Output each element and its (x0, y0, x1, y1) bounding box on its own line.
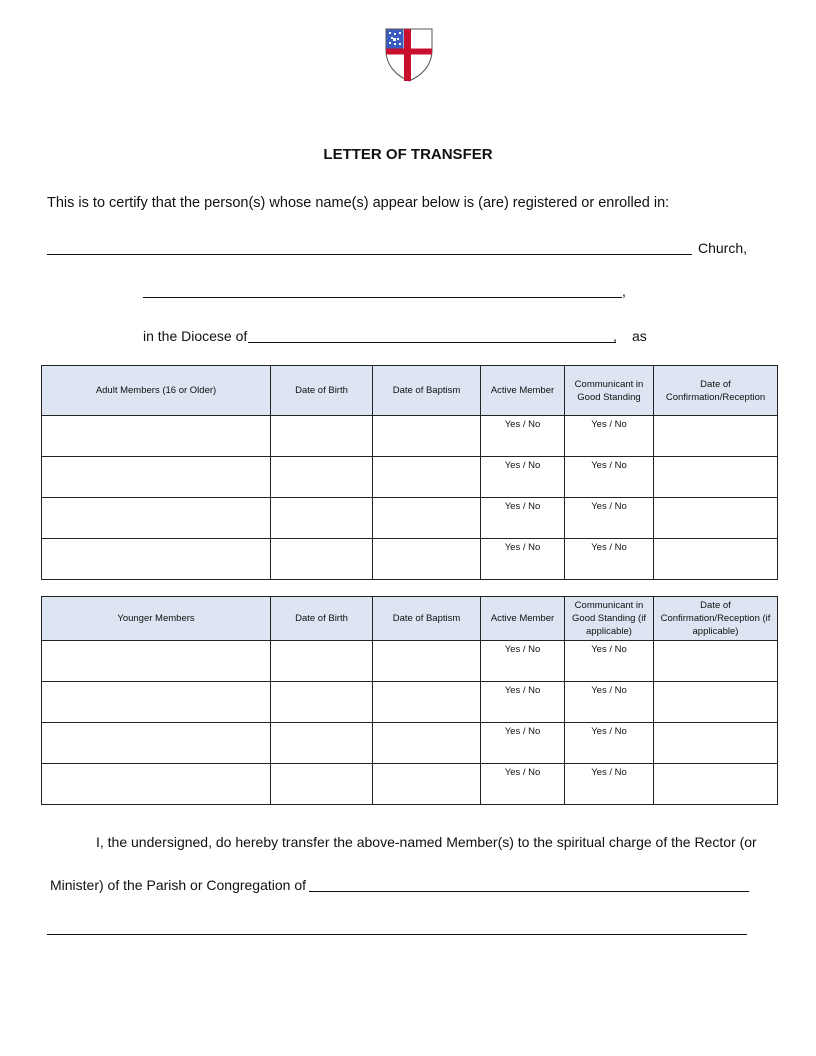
name-cell[interactable] (42, 723, 271, 764)
city-suffix: , (622, 283, 626, 299)
birth-date-cell[interactable] (271, 641, 373, 682)
church-name-field[interactable] (47, 254, 692, 255)
col-header: Date of Baptism (373, 597, 481, 641)
confirmation-date-cell[interactable] (654, 764, 778, 805)
active-member-cell[interactable]: Yes / No (481, 539, 565, 580)
col-header: Adult Members (16 or Older) (42, 366, 271, 416)
parish-continuation-field[interactable] (47, 934, 747, 935)
table-row (42, 723, 778, 764)
baptism-date-cell[interactable] (373, 416, 481, 457)
birth-date-cell[interactable] (271, 416, 373, 457)
birth-date-cell[interactable] (271, 764, 373, 805)
episcopal-shield-icon (385, 28, 433, 82)
confirmation-date-cell[interactable] (654, 539, 778, 580)
active-member-cell[interactable]: Yes / No (481, 457, 565, 498)
communicant-cell[interactable]: Yes / No (565, 723, 654, 764)
active-member-cell[interactable]: Yes / No (481, 498, 565, 539)
baptism-date-cell[interactable] (373, 641, 481, 682)
communicant-cell[interactable]: Yes / No (565, 498, 654, 539)
parish-label: Minister) of the Parish or Congregation of (50, 877, 307, 893)
birth-date-cell[interactable] (271, 457, 373, 498)
col-header: Date of Birth (271, 597, 373, 641)
baptism-date-cell[interactable] (373, 764, 481, 805)
col-header: Younger Members (42, 597, 271, 641)
confirmation-date-cell[interactable] (654, 457, 778, 498)
communicant-cell[interactable]: Yes / No (565, 539, 654, 580)
confirmation-date-cell[interactable] (654, 641, 778, 682)
adult-members-table (41, 365, 778, 580)
table-row (42, 416, 778, 457)
communicant-cell[interactable]: Yes / No (565, 416, 654, 457)
name-cell[interactable] (42, 764, 271, 805)
as-text: as (632, 328, 647, 344)
baptism-date-cell[interactable] (373, 682, 481, 723)
baptism-date-cell[interactable] (373, 723, 481, 764)
col-header: Date of Confirmation/Reception (654, 366, 778, 416)
table-row (42, 539, 778, 580)
name-cell[interactable] (42, 416, 271, 457)
confirmation-date-cell[interactable] (654, 682, 778, 723)
transfer-statement: I, the undersigned, do hereby transfer the above-named Member(s) to the spiritual charge of the Rector (or (96, 834, 757, 850)
col-header: Communicant in Good Standing (if applicable) (565, 597, 654, 641)
active-member-cell[interactable]: Yes / No (481, 764, 565, 805)
table-row (42, 498, 778, 539)
col-header: Date of Birth (271, 366, 373, 416)
church-suffix: Church, (698, 240, 748, 256)
active-member-cell[interactable]: Yes / No (481, 682, 565, 723)
communicant-cell[interactable]: Yes / No (565, 641, 654, 682)
active-member-cell[interactable]: Yes / No (481, 723, 565, 764)
communicant-cell[interactable]: Yes / No (565, 764, 654, 805)
table-row (42, 641, 778, 682)
birth-date-cell[interactable] (271, 539, 373, 580)
table-row (42, 457, 778, 498)
diocese-field[interactable] (248, 342, 616, 343)
table-row (42, 764, 778, 805)
table-header-row (42, 366, 778, 416)
col-header: Date of Baptism (373, 366, 481, 416)
baptism-date-cell[interactable] (373, 498, 481, 539)
col-header: Active Member (481, 366, 565, 416)
baptism-date-cell[interactable] (373, 457, 481, 498)
page-title: LETTER OF TRANSFER (323, 146, 493, 163)
active-member-cell[interactable]: Yes / No (481, 416, 565, 457)
diocese-suffix: , (613, 328, 617, 344)
name-cell[interactable] (42, 682, 271, 723)
name-cell[interactable] (42, 539, 271, 580)
name-cell[interactable] (42, 641, 271, 682)
name-cell[interactable] (42, 498, 271, 539)
parish-field[interactable] (309, 891, 749, 892)
name-cell[interactable] (42, 457, 271, 498)
birth-date-cell[interactable] (271, 682, 373, 723)
confirmation-date-cell[interactable] (654, 723, 778, 764)
col-header: Date of Confirmation/Reception (if applicable) (654, 597, 778, 641)
younger-members-table (41, 596, 778, 805)
diocese-label: in the Diocese of (143, 328, 248, 344)
certify-intro: This is to certify that the person(s) whose name(s) appear below is (are) registered or enrolled in: (47, 195, 670, 211)
confirmation-date-cell[interactable] (654, 498, 778, 539)
birth-date-cell[interactable] (271, 723, 373, 764)
col-header: Communicant in Good Standing (565, 366, 654, 416)
baptism-date-cell[interactable] (373, 539, 481, 580)
communicant-cell[interactable]: Yes / No (565, 682, 654, 723)
table-row (42, 682, 778, 723)
birth-date-cell[interactable] (271, 498, 373, 539)
table-header-row (42, 597, 778, 641)
city-field[interactable] (143, 297, 622, 298)
active-member-cell[interactable]: Yes / No (481, 641, 565, 682)
confirmation-date-cell[interactable] (654, 416, 778, 457)
col-header: Active Member (481, 597, 565, 641)
communicant-cell[interactable]: Yes / No (565, 457, 654, 498)
